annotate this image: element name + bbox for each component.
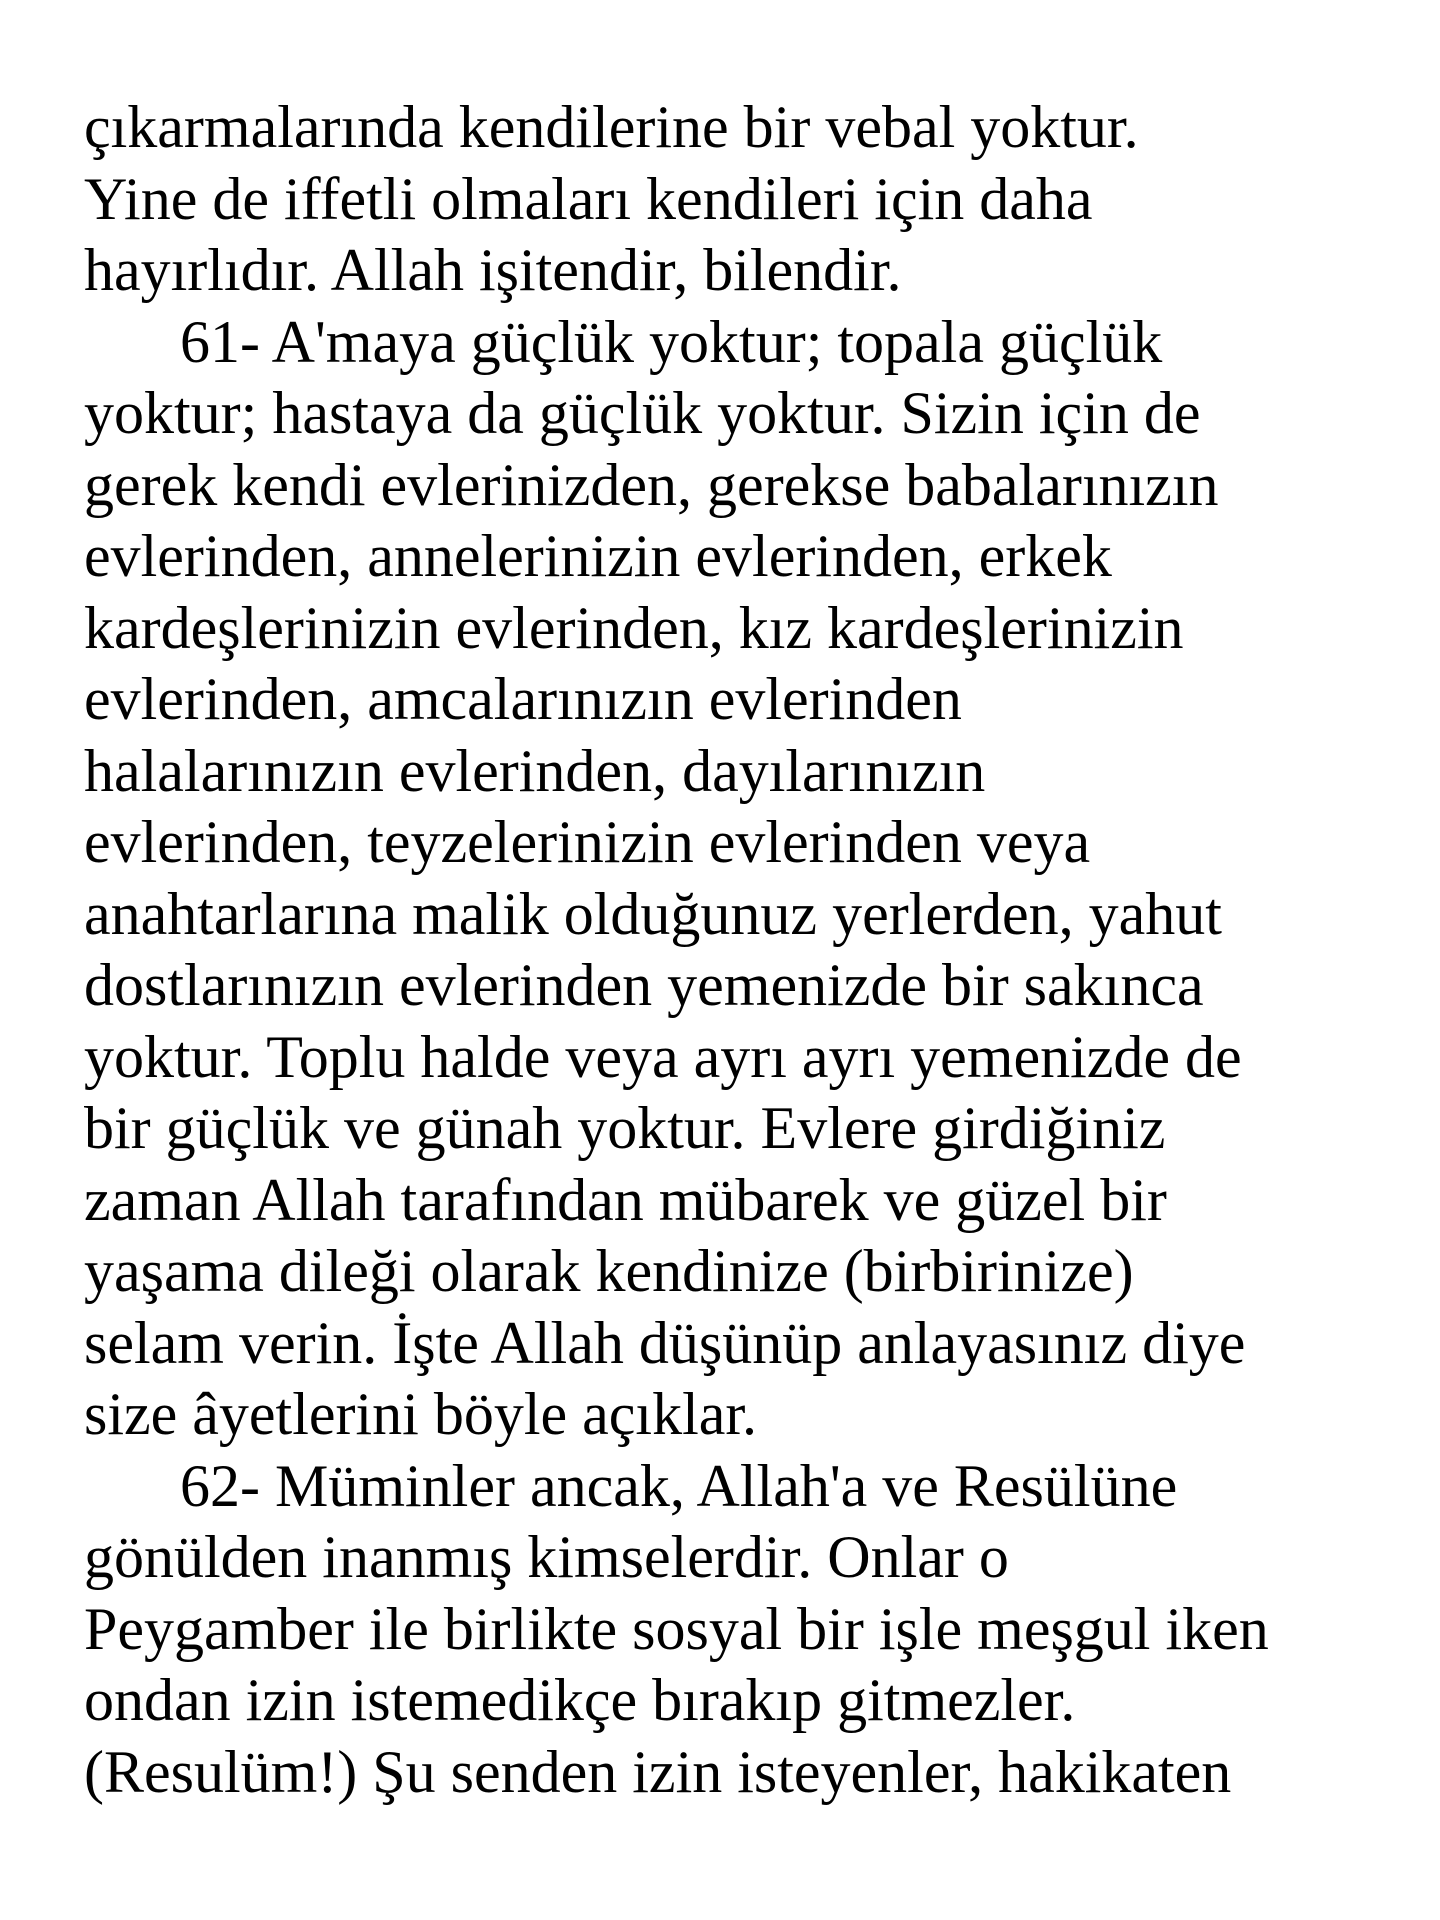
text-line: halalarınızın evlerinden, dayılarınızın (84, 737, 986, 804)
text-line: selam verin. İşte Allah düşünüp anlayasınız diye (84, 1309, 1246, 1376)
text-line: evlerinden, amcalarınızın evlerinden (84, 666, 962, 732)
text-line: gerek kendi evlerinizden, gerekse babalarınızın (84, 451, 1219, 518)
text-line: gönülden inanmış kimselerdir. Onlar o (84, 1524, 1009, 1590)
text-line: hayırlıdır. Allah işitendir, bilendir. (84, 237, 902, 303)
text-line: anahtarlarına malik olduğunuz yerlerden, yahut (84, 880, 1222, 947)
text-line: (Resulüm!) Şu senden izin isteyenler, hakikaten (84, 1738, 1232, 1805)
text-line: ondan izin istemedikçe bırakıp gitmezler. (84, 1667, 1076, 1733)
verse-61-start: 61- A'maya güçlük yoktur; topala güçlük (180, 308, 1163, 375)
text-line: bir güçlük ve günah yoktur. Evlere girdiğiniz (84, 1095, 1166, 1161)
text-line: yoktur; hastaya da güçlük yoktur. Sizin için de (84, 380, 1201, 446)
text-line: size âyetlerini böyle açıklar. (84, 1381, 758, 1447)
verse-62-start: 62- Müminler ancak, Allah'a ve Resülüne (180, 1452, 1178, 1519)
text-line: kardeşlerinizin evlerinden, kız kardeşlerinizin (84, 594, 1184, 661)
text-line: Peygamber ile birlikte sosyal bir işle meşgul iken (84, 1595, 1269, 1662)
text-line: Yine de iffetli olmaları kendileri için daha (84, 165, 1093, 232)
text-line: evlerinden, annelerinizin evlerinden, erkek (84, 523, 1112, 589)
text-line: yoktur. Toplu halde veya ayrı ayrı yemenizde de (84, 1023, 1242, 1090)
text-line: evlerinden, teyzelerinizin evlerinden veya (84, 809, 1091, 875)
text-line: zaman Allah tarafından mübarek ve güzel bir (84, 1166, 1167, 1233)
document-body (84, 92, 1424, 1808)
text-line: dostlarınızın evlerinden yemenizde bir sakınca (84, 952, 1204, 1018)
text-line: yaşama dileği olarak kendinize (birbirinize) (84, 1238, 1134, 1304)
text-line: çıkarmalarında kendilerine bir vebal yoktur. (84, 94, 1139, 160)
